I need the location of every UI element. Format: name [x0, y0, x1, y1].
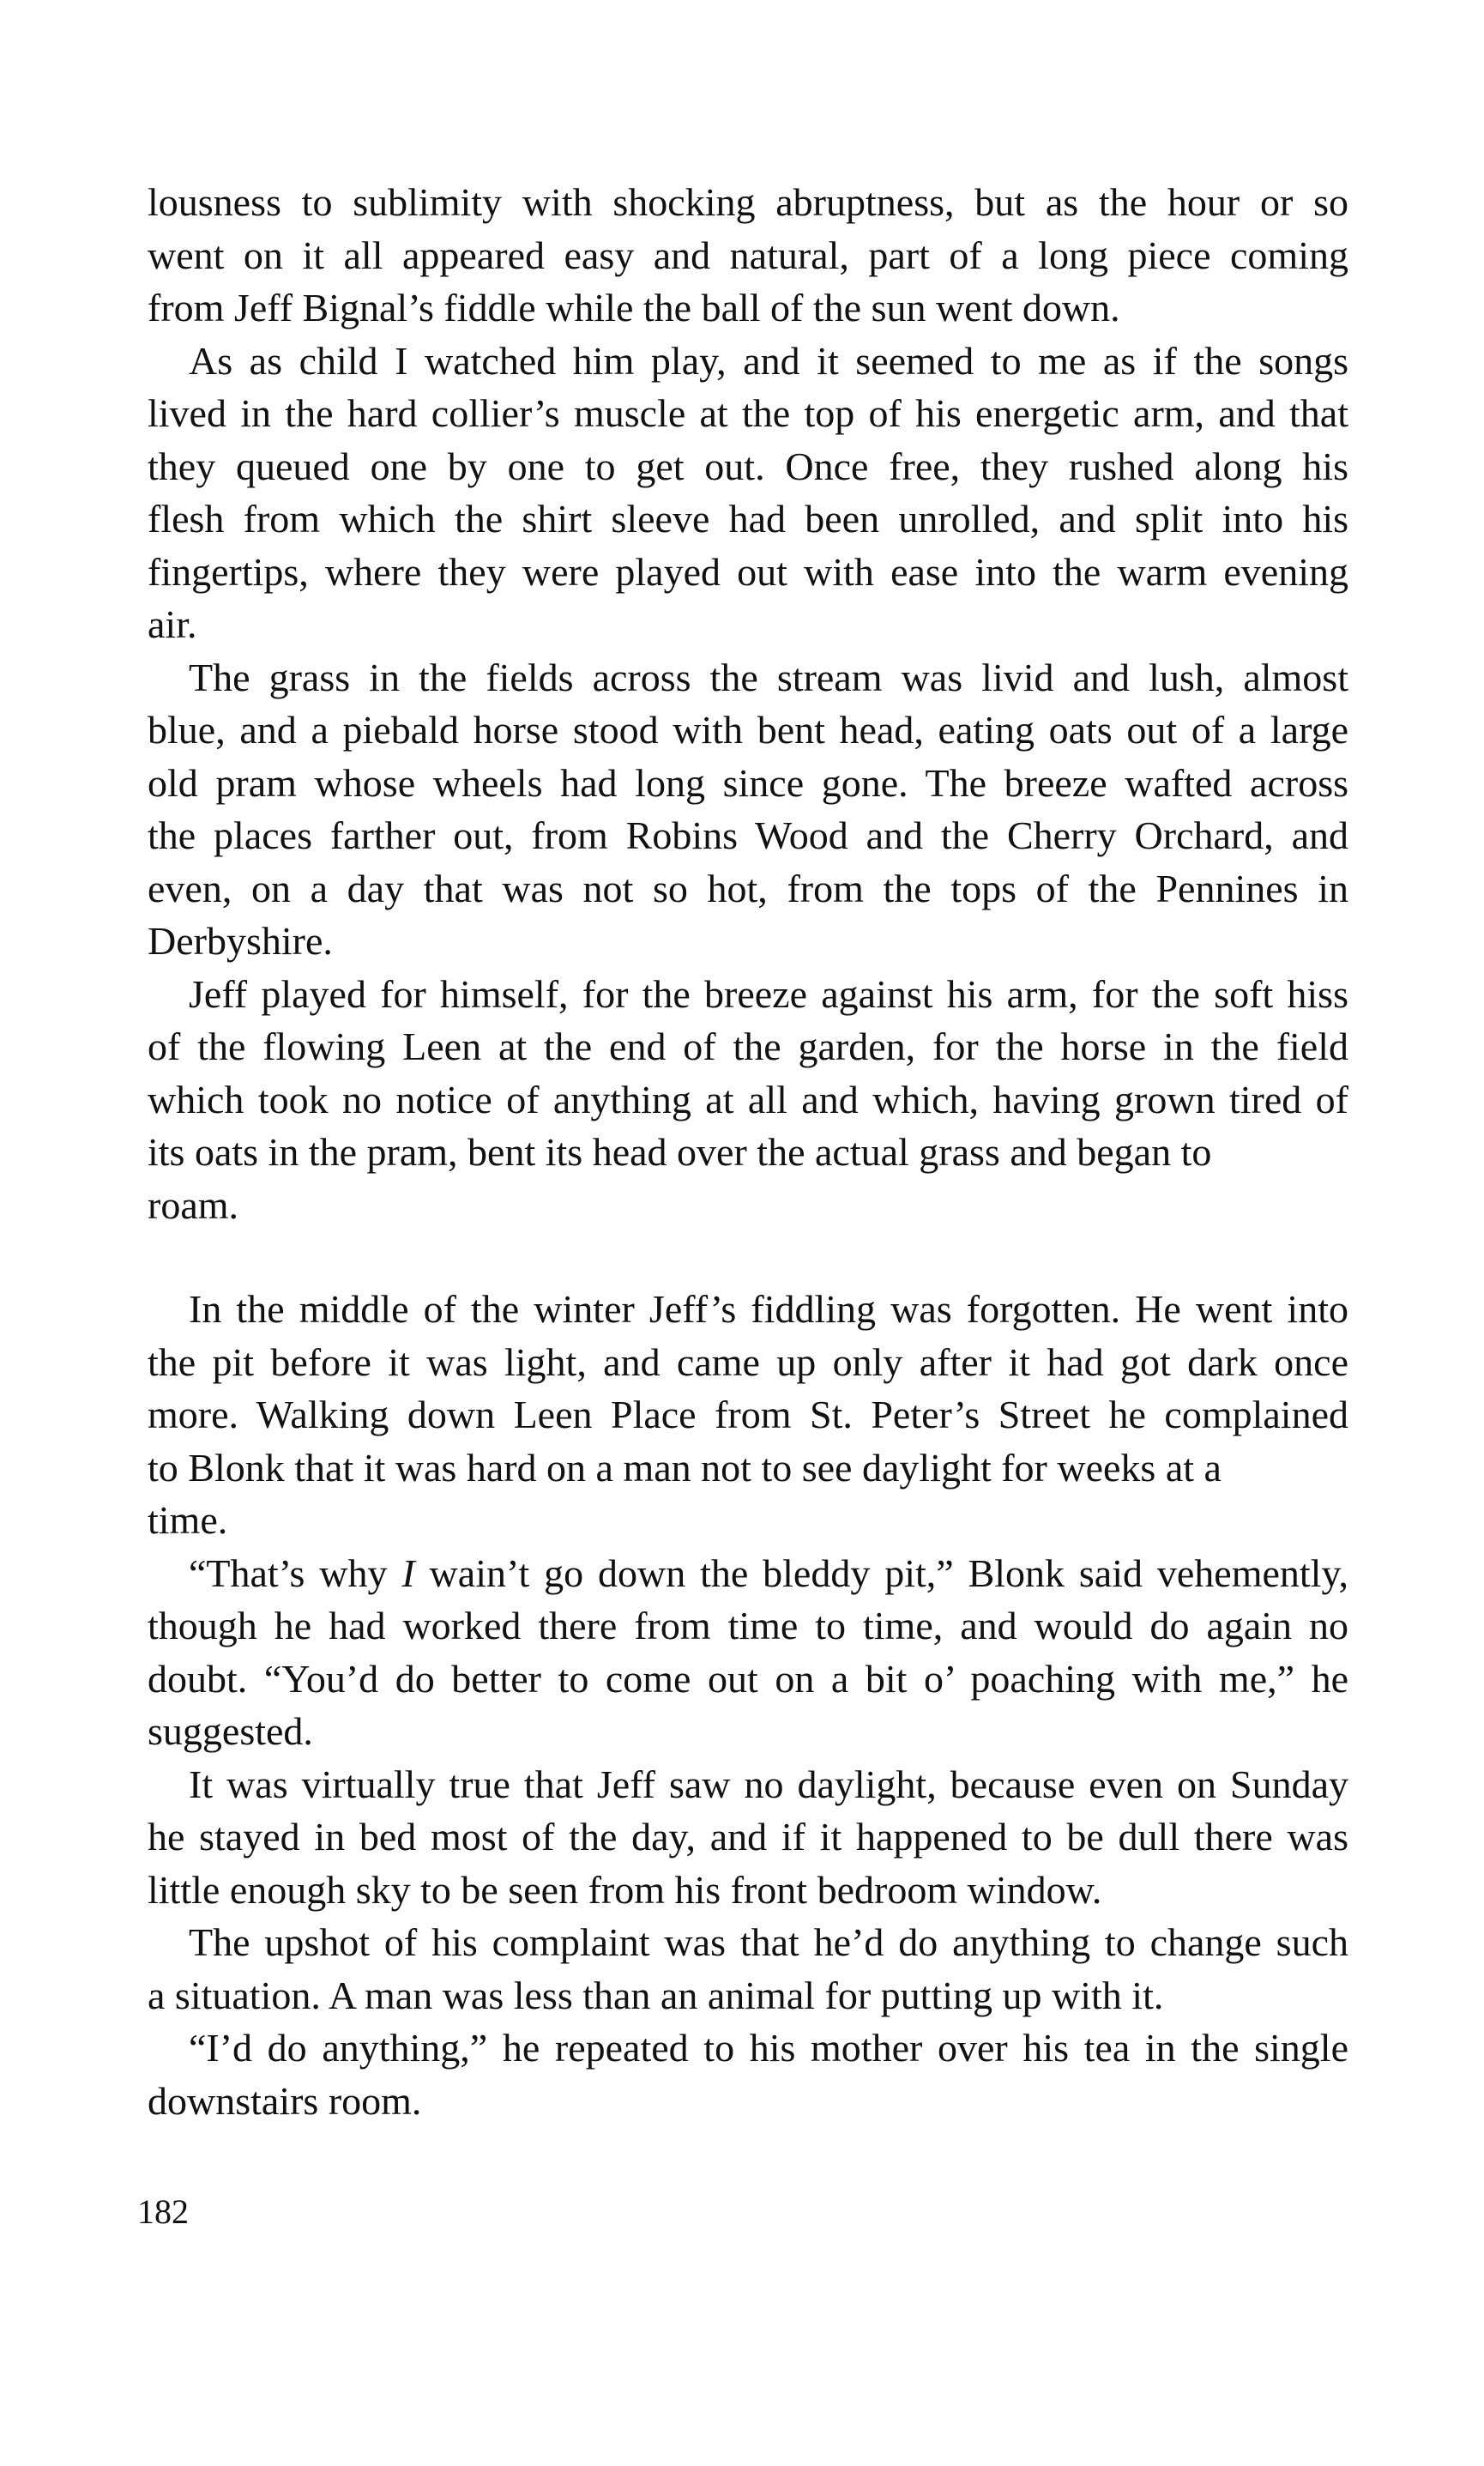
text-line: time.: [148, 1498, 228, 1542]
paragraph: [148, 2022, 1348, 2127]
paragraph: [148, 651, 1348, 968]
text-line: downstairs room.: [148, 2078, 422, 2123]
text-line: The grass in the fields across the stream was livid and lush, almost: [189, 655, 1348, 699]
text-line: little enough sky to be seen from his front bedroom window.: [148, 1867, 1102, 1912]
text-line: The upshot of his complaint was that he’d do anything to change such: [189, 1920, 1348, 1964]
text-line: of the flowing Leen at the end of the garden, for the horse in the field: [148, 1024, 1348, 1068]
text-line: In the middle of the winter Jeff’s fiddling was forgotten. He went into: [189, 1287, 1348, 1331]
text-line: more. Walking down Leen Place from St. Peter’s Street he complained: [148, 1393, 1348, 1436]
text-line: It was virtually true that Jeff saw no daylight, because even on Sunday: [189, 1762, 1348, 1806]
section-break: [148, 1231, 1348, 1283]
paragraph: [148, 1916, 1348, 2022]
text-line: the pit before it was light, and came up only after it had got dark once: [148, 1339, 1348, 1384]
text-line: flesh from which the shirt sleeve had been unrolled, and split into his: [148, 497, 1348, 541]
text-line: lived in the hard collier’s muscle at the top of his energetic arm, and that: [148, 391, 1348, 435]
text-run: wain’t go down the bleddy pit,” Blonk said vehemently,: [414, 1550, 1348, 1595]
text-line: they queued one by one to get out. Once free, they rushed along his: [148, 444, 1348, 488]
emphasis: I: [401, 1550, 415, 1595]
text-line: blue, and a piebald horse stood with bent head, eating oats out of a large: [148, 708, 1348, 752]
text-line: to Blonk that it was hard on a man not to see daylight for weeks at a: [148, 1445, 1222, 1490]
text-line: old pram whose wheels had long since gone. The breeze wafted across: [148, 760, 1348, 805]
paragraph: [148, 176, 1348, 335]
paragraph: [148, 1283, 1348, 1547]
text-line: Derbyshire.: [148, 919, 333, 963]
text-line: doubt. “You’d do better to come out on a bit o’ poaching with me,” he: [148, 1656, 1348, 1701]
text-line: suggested.: [148, 1709, 313, 1753]
text-line: went on it all appeared easy and natural, part of a long piece coming: [148, 233, 1348, 277]
text-line: Jeff played for himself, for the breeze against his arm, for the soft hiss: [189, 971, 1348, 1016]
text-line: which took no notice of anything at all and which, having grown tired of: [148, 1077, 1348, 1121]
text-line: he stayed in bed most of the day, and if it happened to be dull there was: [148, 1815, 1348, 1859]
text-line: fingertips, where they were played out with ease into the warm evening: [148, 549, 1348, 594]
paragraph: [148, 335, 1348, 651]
text-line: [148, 1547, 1348, 1600]
text-line: its oats in the pram, bent its head over the actual grass and began to: [148, 1130, 1212, 1174]
text-line: As as child I watched him play, and it seemed to me as if the songs: [189, 338, 1348, 383]
page-number: 182: [137, 2192, 189, 2231]
text-line: the places farther out, from Robins Wood and the Cherry Orchard, and: [148, 813, 1348, 857]
paragraph: [148, 968, 1348, 1232]
text-line: air.: [148, 602, 197, 646]
text-run: “That’s why: [189, 1550, 402, 1595]
text-line: “I’d do anything,” he repeated to his mother over his tea in the single: [189, 2026, 1348, 2070]
page-body: [148, 176, 1348, 2127]
paragraph: [148, 1547, 1348, 1758]
paragraph: [148, 1758, 1348, 1917]
text-line: roam.: [148, 1182, 239, 1227]
text-line: from Jeff Bignal’s fiddle while the ball of the sun went down.: [148, 286, 1120, 329]
text-line: lousness to sublimity with shocking abruptness, but as the hour or so: [148, 180, 1348, 224]
text-line: though he had worked there from time to time, and would do again no: [148, 1604, 1348, 1647]
text-line: even, on a day that was not so hot, from the tops of the Pennines in: [148, 866, 1348, 910]
text-line: a situation. A man was less than an animal for putting up with it.: [148, 1973, 1164, 2017]
